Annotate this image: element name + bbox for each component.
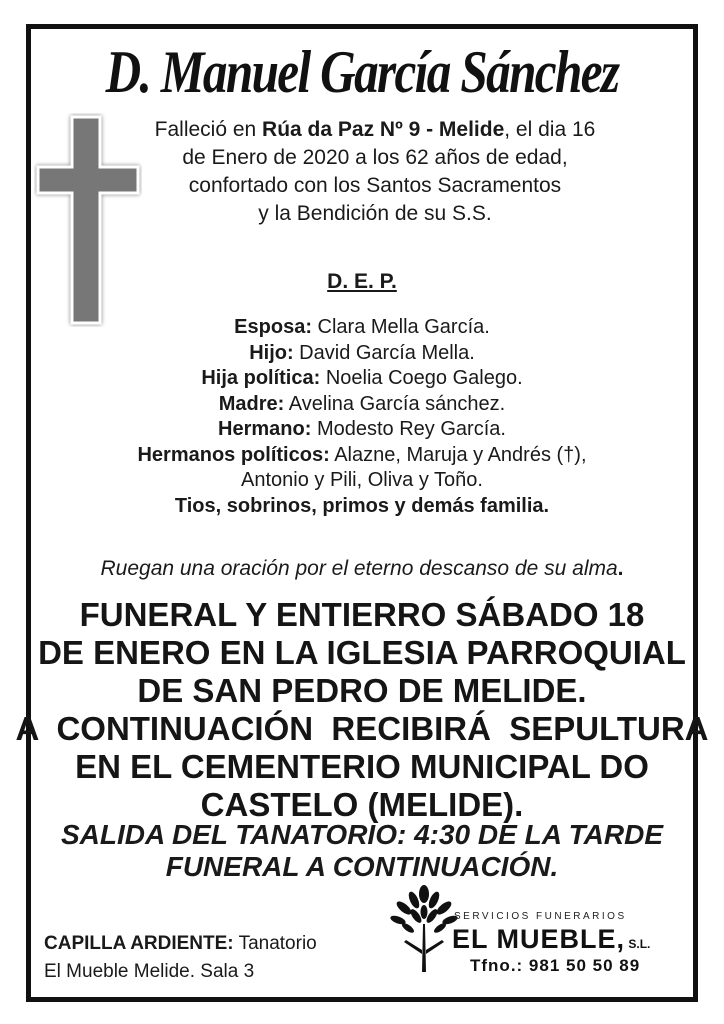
- prayer-dot: .: [617, 557, 624, 580]
- family-line: [0, 417, 724, 443]
- family-line: [0, 366, 724, 392]
- logo-name: [452, 924, 650, 955]
- departure-line: FUNERAL A CONTINUACIÓN.: [165, 851, 559, 882]
- funeral-line: A CONTINUACIÓN RECIBIRÁ SEPULTURA: [15, 710, 709, 747]
- funeral-line: DE SAN PEDRO DE MELIDE.: [137, 672, 587, 709]
- dep-heading: D. E. P.: [327, 270, 397, 293]
- intro-line4: y la Bendición de su S.S.: [258, 202, 492, 225]
- funeral-line: FUNERAL Y ENTIERRO SÁBADO 18: [79, 596, 645, 633]
- family-value: Modesto Rey García.: [311, 418, 506, 440]
- logo-name-text: EL MUEBLE,: [452, 924, 626, 954]
- family-value: David García Mella.: [293, 341, 475, 364]
- family-label: Hijo:: [249, 341, 294, 364]
- family-line: [0, 494, 724, 520]
- funeral-notice: [0, 596, 724, 824]
- family-line: [0, 315, 724, 341]
- funeral-home-logo: [388, 882, 688, 982]
- family-label: Tios, sobrinos, primos y demás familia.: [174, 494, 550, 517]
- logo-phone: Tfno.: 981 50 50 89: [470, 956, 641, 975]
- family-line: [0, 341, 724, 367]
- family-label: Hermano:: [218, 418, 312, 440]
- intro-line1-post: , el dia 16: [504, 118, 596, 141]
- funeral-line: EN EL CEMENTERIO MUNICIPAL DO: [75, 748, 649, 785]
- cross-icon: [34, 113, 142, 327]
- intro-line1-pre: Falleció en: [154, 118, 263, 141]
- intro-line2: de Enero de 2020 a los 62 años de edad,: [182, 146, 568, 169]
- prayer-sentence: Ruegan una oración por el eterno descanso de su alma: [100, 557, 618, 580]
- funeral-line: DE ENERO EN LA IGLESIA PARROQUIAL: [38, 634, 686, 671]
- deceased-name: D. Manuel García Sánchez: [105, 39, 619, 105]
- family-line: [0, 392, 724, 418]
- departure-line: SALIDA DEL TANATORIO: 4:30 DE LA TARDE: [60, 819, 664, 850]
- intro-text: [140, 116, 610, 228]
- chapel-location: El Mueble Melide. Sala 3: [44, 961, 255, 982]
- logo-suffix: S.L.: [625, 937, 651, 951]
- family-value: Noelia Coego Galego.: [320, 367, 523, 389]
- family-label: Esposa:: [234, 316, 312, 338]
- family-value: Clara Mella García.: [311, 316, 490, 338]
- family-label: Madre:: [218, 392, 285, 415]
- family-label: Hija política:: [201, 367, 321, 389]
- chapel-info: [44, 930, 364, 986]
- tree-icon: [388, 884, 460, 976]
- intro-place: Rúa da Paz Nº 9 - Melide: [262, 118, 505, 141]
- funeral-line: CASTELO (MELIDE).: [200, 786, 524, 823]
- family-value: Avelina García sánchez.: [284, 392, 506, 415]
- intro-line3: confortado con los Santos Sacramentos: [188, 174, 562, 197]
- chapel-value: Tanatorio: [233, 933, 317, 954]
- chapel-label: CAPILLA ARDIENTE:: [44, 933, 234, 954]
- logo-subtitle: SERVICIOS FUNERARIOS: [454, 911, 627, 922]
- family-value: Alazne, Maruja y Andrés (†),: [329, 443, 587, 466]
- family-list: [0, 315, 724, 519]
- prayer-text: [0, 557, 724, 581]
- family-label: Hermanos políticos:: [137, 443, 330, 466]
- departure-notice: [0, 819, 724, 883]
- family-line: [0, 468, 724, 494]
- family-line: [0, 443, 724, 469]
- family-value: Antonio y Pili, Oliva y Toño.: [241, 469, 483, 491]
